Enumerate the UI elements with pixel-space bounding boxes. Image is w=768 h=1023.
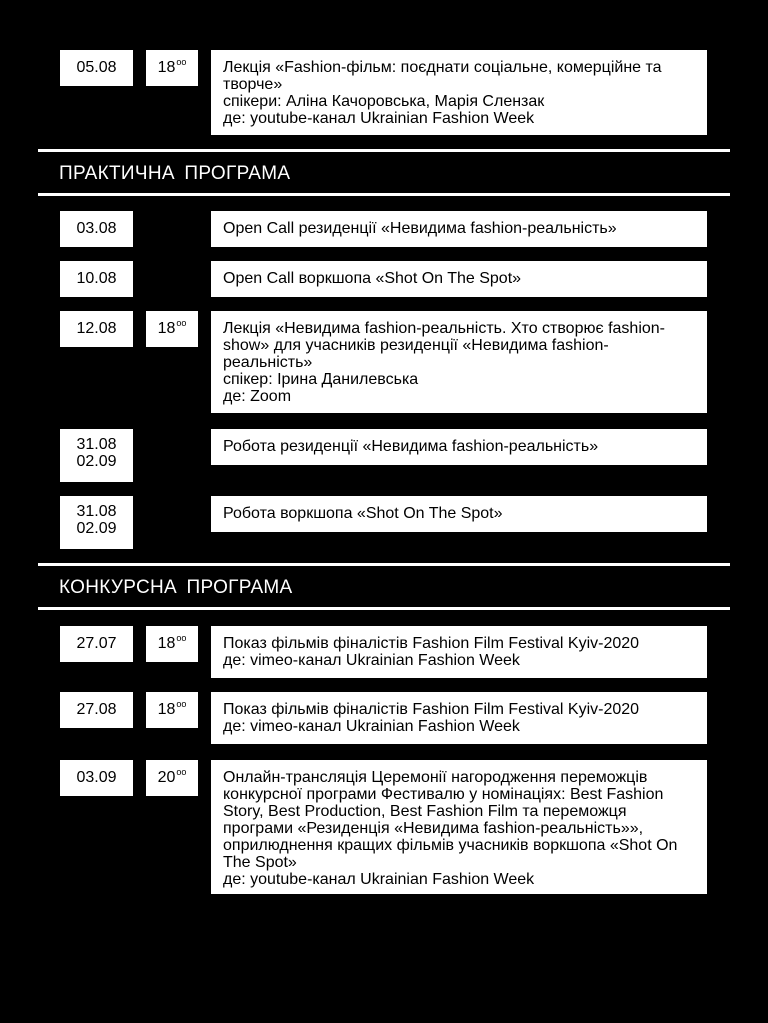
event-description: Open Call воркшопа «Shot On The Spot»	[211, 261, 707, 297]
event-date-end: 02.09	[76, 453, 117, 470]
event-time-hour: 18	[157, 59, 176, 76]
section-title-competition: КОНКУРСНА ПРОГРАМА	[59, 577, 293, 598]
section-divider	[38, 149, 730, 152]
event-time-minutes: oo	[176, 633, 187, 643]
event-date-end: 02.09	[76, 520, 117, 537]
event-description: Open Call резиденції «Невидима fashion-реальність»	[211, 211, 707, 247]
event-date: 12.08	[60, 311, 133, 347]
event-date: 27.07	[60, 626, 133, 662]
event-time-minutes: oo	[176, 318, 187, 328]
section-divider	[38, 607, 730, 610]
event-time-minutes: oo	[176, 767, 187, 777]
event-time	[146, 50, 198, 86]
event-time-hour: 18	[157, 320, 176, 337]
event-time-hour: 18	[157, 635, 176, 652]
event-time	[146, 692, 198, 728]
event-date: 27.08	[60, 692, 133, 728]
event-time-minutes: oo	[176, 699, 187, 709]
event-date-start: 31.08	[76, 436, 117, 453]
event-date-range	[60, 496, 133, 549]
event-time	[146, 626, 198, 662]
event-description: Показ фільмів фіналістів Fashion Film Festival Kyiv-2020 де: vimeo-канал Ukrainian Fashion Week	[211, 626, 707, 678]
event-time	[146, 311, 198, 347]
event-date-start: 31.08	[76, 503, 117, 520]
event-date: 10.08	[60, 261, 133, 297]
event-date-range	[60, 429, 133, 482]
event-description: Лекція «Fashion-фільм: поєднати соціальне, комерційне та творче» спікери: Аліна Качоровська, Марія Слензак де: youtube-канал Ukrainian Fashion Week	[211, 50, 707, 135]
event-date: 03.08	[60, 211, 133, 247]
event-description: Показ фільмів фіналістів Fashion Film Festival Kyiv-2020 де: vimeo-канал Ukrainian Fashion Week	[211, 692, 707, 744]
event-description: Робота резиденції «Невидима fashion-реальність»	[211, 429, 707, 465]
section-divider	[38, 193, 730, 196]
event-date: 03.09	[60, 760, 133, 796]
event-time	[146, 760, 198, 796]
section-divider	[38, 563, 730, 566]
event-time-minutes: oo	[176, 57, 187, 67]
event-description: Робота воркшопа «Shot On The Spot»	[211, 496, 707, 532]
event-description: Лекція «Невидима fashion-реальність. Хто створює fashion-show» для учасників резиденції «Невидима fashion-реальність» спікер: Ірина Данилевська де: Zoom	[211, 311, 707, 413]
event-time-hour: 20	[157, 769, 176, 786]
event-date: 05.08	[60, 50, 133, 86]
event-description: Онлайн-трансляція Церемонії нагородження переможців конкурсної програми Фестивалю у номінаціях: Best Fashion Story, Best Production, Best Fashion Film та переможця програми «Резиденція «Невидима fashion-реальність»», оприлюднення кращих фільмів учасників воркшопа «Shot On The Spot» де: youtube-канал Ukrainian Fashion Week	[211, 760, 707, 894]
section-title-practical: ПРАКТИЧНА ПРОГРАМА	[59, 163, 291, 184]
event-time-hour: 18	[157, 701, 176, 718]
